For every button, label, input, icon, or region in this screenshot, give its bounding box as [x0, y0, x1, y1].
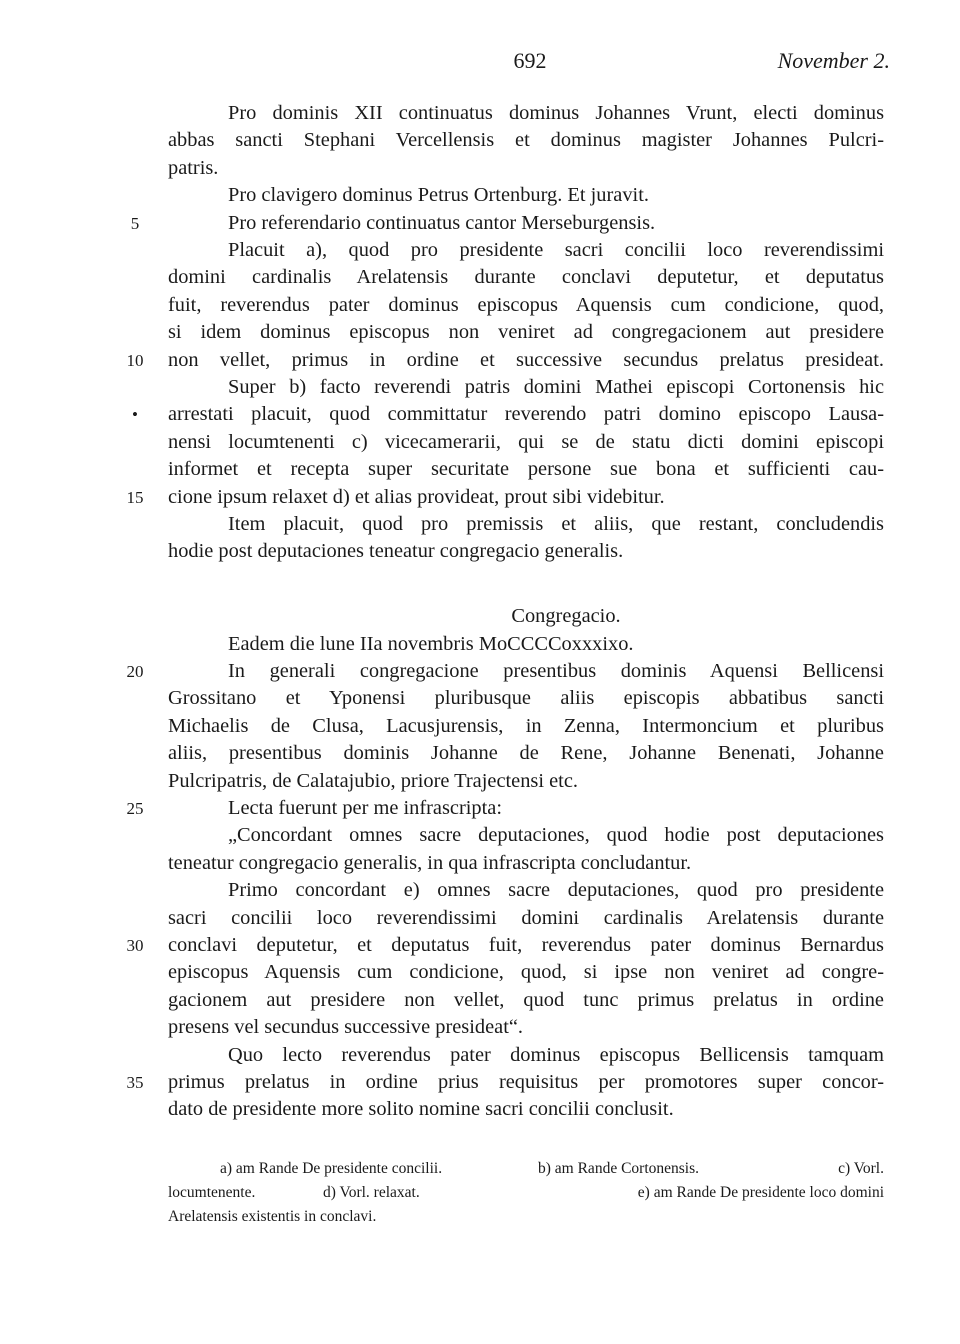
line-number: 30 [126, 936, 144, 955]
text-line: Grossitano et Yponensi pluribusque aliis episcopis abbatibus sancti [168, 687, 884, 710]
text-line: dato de presidente more solito nomine sacri concilii conclusit. [168, 1098, 674, 1121]
text-line: primus prelatus in ordine prius requisitus per promotores super concor- [168, 1071, 884, 1093]
text-line: hodie post deputaciones teneatur congregacio generalis. [168, 540, 624, 563]
footnote-text: locumtenente. [168, 1184, 256, 1201]
line-number: 20 [126, 662, 144, 681]
line-number: 15 [126, 487, 144, 507]
text-line: nensi locumtenenti c) vicecamerarii, qui se de statu dicti domini episcopi [168, 430, 884, 453]
text-line: patris. [168, 156, 219, 179]
line-number: • [132, 405, 138, 425]
text-line: informet et recepta super securitate persone sue bona et sufficienti cau- [168, 458, 884, 481]
footnote-line [168, 1206, 884, 1228]
text-line: cione ipsum relaxet d) et alias provideat, prout sibi videbitur. [168, 485, 665, 508]
footnote-text: b) am Rande Cortonensis. [538, 1160, 700, 1177]
text-line: presens vel secundus successive presideat“. [168, 1016, 524, 1039]
footnote-line [168, 1158, 884, 1180]
text-line: Eadem die lune IIa novembris MoCCCCoxxxixo. [228, 632, 634, 655]
text-line: Super b) facto reverendi patris domini Mathei episcopi Cortonensis hic [228, 376, 884, 398]
page-header [0, 48, 960, 78]
line-number: 5 [130, 213, 140, 233]
text-line: Primo concordant e) omnes sacre deputaciones, quod pro presidente [228, 879, 884, 902]
text-line: Michaelis de Clusa, Lacusjurensis, in Zenna, Intermoncium et pluribus [168, 714, 884, 737]
text-line: Pulcripatris, de Calatajubio, priore Trajectensi etc. [168, 769, 578, 792]
text-line: episcopus Aquensis cum condicione, quod, si ipse non veniret ad congre- [168, 961, 884, 984]
line-number: 35 [126, 1073, 144, 1092]
text-line: „Concordant omnes sacre deputaciones, quod hodie post deputaciones [228, 824, 884, 847]
text-line [168, 576, 884, 603]
text-line: sacri concilii loco reverendissimi domini cardinalis Arelatensis durante [168, 906, 884, 929]
line-number: 10 [126, 350, 144, 370]
line-number: 25 [126, 799, 144, 818]
text-line: non vellet, primus in ordine et successive secundus prelatus presideat. [168, 348, 884, 371]
text-line: fuit, reverendus pater dominus episcopus Aquensis cum condicione, quod, [168, 293, 884, 316]
text-line: Quo lecto reverendus pater dominus episcopus Bellicensis tamquam [228, 1043, 884, 1066]
text-line: si idem dominus episcopus non veniret ad congregacionem aut presidere [168, 321, 884, 344]
text-line: Pro dominis XII continuatus dominus Johannes Vrunt, electi dominus [228, 102, 884, 124]
footnote-line [168, 1182, 884, 1204]
text-line: abbas sancti Stephani Vercellensis et dominus magister Johannes Pulcri- [168, 129, 884, 152]
text-line: Pro clavigero dominus Petrus Ortenburg. Et juravit. [228, 184, 649, 207]
section-heading: Congregacio. [511, 605, 621, 628]
text-line: domini cardinalis Arelatensis durante conclavi deputetur, et deputatus [168, 266, 884, 289]
footnote-text: Arelatensis existentis in conclavi. [168, 1208, 377, 1225]
text-line: Placuit a), quod pro presidente sacri concilii loco reverendissimi [228, 239, 884, 261]
text-line: In generali congregacione presentibus dominis Aquensi Bellicensi [228, 660, 884, 682]
text-line: arrestati placuit, quod committatur reverendo patri domino episcopo Lausa- [168, 403, 884, 426]
text-line: conclavi deputetur, et deputatus fuit, reverendus pater dominus Bernardus [168, 934, 884, 956]
text-line: gacionem aut presidere non vellet, quod tunc primus prelatus in ordine [168, 988, 884, 1011]
text-line: aliis, presentibus dominis Johanne de Rene, Johanne Benenati, Johanne [168, 742, 884, 765]
footnote-text: c) Vorl. [838, 1160, 884, 1177]
text-line: Item placuit, quod pro premissis et aliis, que restant, concludendis [228, 513, 884, 535]
running-title: November 2. [777, 48, 890, 73]
page-number: 692 [513, 48, 547, 73]
footnote-text: e) am Rande De presidente loco domini [637, 1184, 884, 1201]
footnote-text: a) am Rande De presidente concilii. [220, 1160, 443, 1177]
text-line: teneatur congregacio generalis, in qua infrascripta concludantur. [168, 851, 692, 874]
text-line: Pro referendario continuatus cantor Merseburgensis. [228, 211, 656, 234]
footnote-text: d) Vorl. relaxat. [323, 1184, 420, 1201]
text-line: Lecta fuerunt per me infrascripta: [228, 797, 502, 819]
